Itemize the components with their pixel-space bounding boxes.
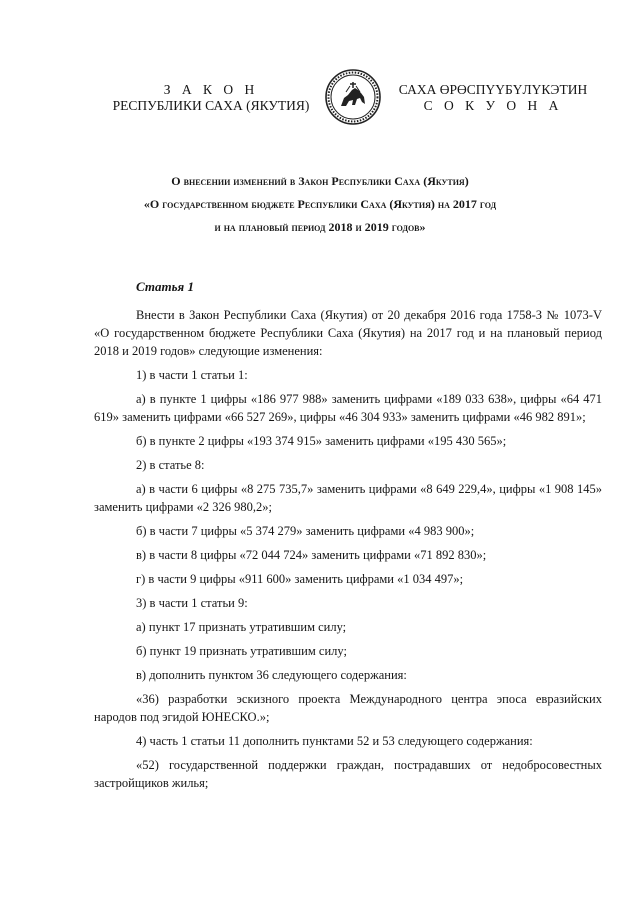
document-body [94, 278, 602, 798]
title-line-1: О внесении изменений в Закон Республики Саха (Якутия) [171, 174, 469, 188]
paragraph: Внести в Закон Республики Саха (Якутия) от 20 декабря 2016 года 1758-З № 1073-V «О государственном бюджете Республики Саха (Якутия) на 2017 год и на плановый период 2018 и 2019 годов» следующие изменения: [94, 308, 602, 358]
paragraph: г) в части 9 цифры «911 600» заменить цифрами «1 034 497»; [136, 572, 464, 586]
paragraph: 2) в статье 8: [136, 458, 205, 472]
paragraph: а) пункт 17 признать утратившим силу; [136, 620, 347, 634]
article-heading: Статья 1 [136, 279, 194, 294]
paragraph: б) в части 7 цифры «5 374 279» заменить цифрами «4 983 900»; [136, 524, 475, 538]
paragraph: 3) в части 1 статьи 9: [136, 596, 248, 610]
document-title [40, 170, 600, 239]
paragraph: «52) государственной поддержки граждан, пострадавших от недобросовестных застройщиков жилья; [94, 758, 602, 790]
paragraph: в) в части 8 цифры «72 044 724» заменить цифрами «71 892 830»; [136, 548, 487, 562]
header-right-line1: САХА ӨРӨСПҮҮБҮЛҮКЭТИН [398, 82, 588, 97]
title-line-2: «О государственном бюджете Республики Саха (Якутия) на 2017 год [143, 197, 497, 211]
paragraph: 4) часть 1 статьи 11 дополнить пунктами 52 и 53 следующего содержания: [136, 734, 533, 748]
paragraph: «36) разработки эскизного проекта Международного центра эпоса евразийских народов под эгидой ЮНЕСКО.»; [94, 692, 602, 724]
paragraph: а) в пункте 1 цифры «186 977 988» заменить цифрами «189 033 638», цифры «64 471 619» заменить цифрами «66 527 269», цифры «46 304 933» заменить цифрами «46 982 891»; [94, 392, 602, 424]
paragraph: а) в части 6 цифры «8 275 735,7» заменить цифрами «8 649 229,4», цифры «1 908 145» заменить цифрами «2 326 980,2»; [94, 482, 602, 514]
coat-of-arms-emblem-icon [324, 68, 382, 126]
paragraph: 1) в части 1 статьи 1: [136, 368, 248, 382]
header-left-line1: З А К О Н [163, 82, 259, 97]
header-left-line2: РЕСПУБЛИКИ САХА (ЯКУТИЯ) [112, 98, 310, 113]
paragraph: б) в пункте 2 цифры «193 374 915» заменить цифрами «195 430 565»; [136, 434, 507, 448]
paragraph: б) пункт 19 признать утратившим силу; [136, 644, 347, 658]
header-left [96, 82, 326, 114]
title-line-3: и на плановый период 2018 и 2019 годов» [214, 220, 426, 234]
header-right [388, 82, 598, 114]
header-right-line2: С О К У О Н А [423, 98, 563, 113]
paragraph: в) дополнить пунктом 36 следующего содержания: [136, 668, 407, 682]
